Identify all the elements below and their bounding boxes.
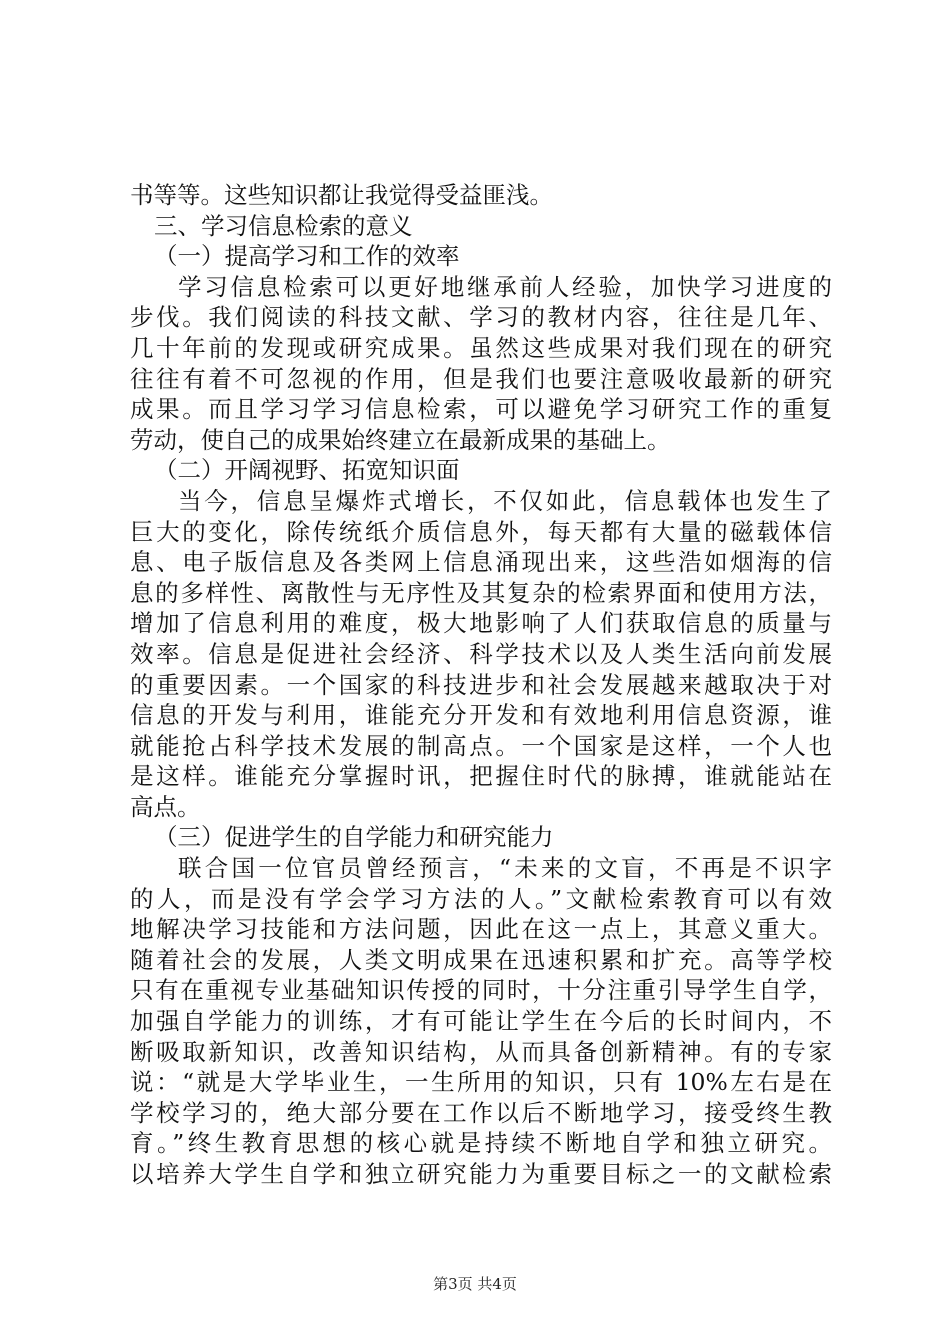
paragraph-line: 学校学习的，绝大部分要在工作以后不断地学习，接受终生教 bbox=[130, 1098, 832, 1127]
paragraph-line: 成果。而且学习学习信息检索，可以避免学习研究工作的重复 bbox=[130, 395, 832, 424]
paragraph-line: 是这样。谁能充分掌握时讯，把握住时代的脉搏，谁就能站在 bbox=[130, 762, 832, 791]
paragraph-line: 随着社会的发展，人类文明成果在迅速积累和扩充。高等学校 bbox=[130, 945, 832, 974]
paragraph-line: 学习信息检索可以更好地继承前人经验，加快学习进度的 bbox=[178, 272, 832, 301]
paragraph-line: 联合国一位官员曾经预言，“未来的文盲，不再是不识字 bbox=[178, 854, 832, 883]
paragraph-line: 高点。 bbox=[130, 792, 201, 821]
paragraph-line: 以培养大学生自学和独立研究能力为重要目标之一的文献检索 bbox=[130, 1160, 832, 1188]
subsection-heading: （二）开阔视野、拓宽知识面 bbox=[154, 456, 460, 485]
paragraph-line: 息的多样性、离散性与无序性及其复杂的检索界面和使用方法， bbox=[130, 578, 832, 607]
paragraph-line: 断吸取新知识，改善知识结构，从而具备创新精神。有的专家 bbox=[130, 1037, 832, 1066]
section-heading: 三、学习信息检索的意义 bbox=[154, 211, 413, 240]
paragraph-line: 只有在重视专业基础知识传授的同时，十分注重引导学生自学， bbox=[130, 976, 832, 1005]
paragraph-line: 几十年前的发现或研究成果。虽然这些成果对我们现在的研究 bbox=[130, 333, 832, 362]
subsection-heading: （一）提高学习和工作的效率 bbox=[154, 242, 460, 271]
paragraph-line: 增加了信息利用的难度，极大地影响了人们获取信息的质量与 bbox=[130, 609, 832, 638]
paragraph-line: 息、电子版信息及各类网上信息涌现出来，这些浩如烟海的信 bbox=[130, 548, 832, 577]
paragraph-line: 的人，而是没有学会学习方法的人。”文献检索教育可以有效 bbox=[130, 884, 832, 913]
page-number-footer: 第3页 共4页 bbox=[433, 1275, 517, 1293]
paragraph-line: 育。”终生教育思想的核心就是持续不断地自学和独立研究。 bbox=[130, 1129, 832, 1158]
paragraph-line: 书等等。这些知识都让我觉得受益匪浅。 bbox=[130, 181, 553, 209]
paragraph-line: 说：“就是大学毕业生，一生所用的知识，只有 10%左右是在 bbox=[130, 1068, 832, 1097]
body-text bbox=[130, 180, 832, 1190]
paragraph-line: 就能抢占科学技术发展的制高点。一个国家是这样，一个人也 bbox=[130, 731, 832, 760]
paragraph-line: 效率。信息是促进社会经济、科学技术以及人类生活向前发展 bbox=[130, 639, 832, 668]
paragraph-line: 巨大的变化，除传统纸介质信息外，每天都有大量的磁载体信 bbox=[130, 517, 832, 546]
paragraph-line: 步伐。我们阅读的科技文献、学习的教材内容，往往是几年、 bbox=[130, 303, 832, 332]
paragraph-line: 地解决学习技能和方法问题，因此在这一点上，其意义重大。 bbox=[130, 915, 832, 944]
paragraph-line: 加强自学能力的训练，才有可能让学生在今后的长时间内，不 bbox=[130, 1007, 832, 1036]
subsection-heading: （三）促进学生的自学能力和研究能力 bbox=[154, 823, 554, 852]
paragraph-line: 往往有着不可忽视的作用，但是我们也要注意吸收最新的研究 bbox=[130, 364, 832, 393]
paragraph-line: 劳动，使自己的成果始终建立在最新成果的基础上。 bbox=[130, 425, 671, 454]
paragraph-line: 信息的开发与利用，谁能充分开发和有效地利用信息资源，谁 bbox=[130, 701, 832, 730]
paragraph-line: 当今，信息呈爆炸式增长，不仅如此，信息载体也发生了 bbox=[178, 486, 832, 515]
paragraph-line: 的重要因素。一个国家的科技进步和社会发展越来越取决于对 bbox=[130, 670, 832, 699]
